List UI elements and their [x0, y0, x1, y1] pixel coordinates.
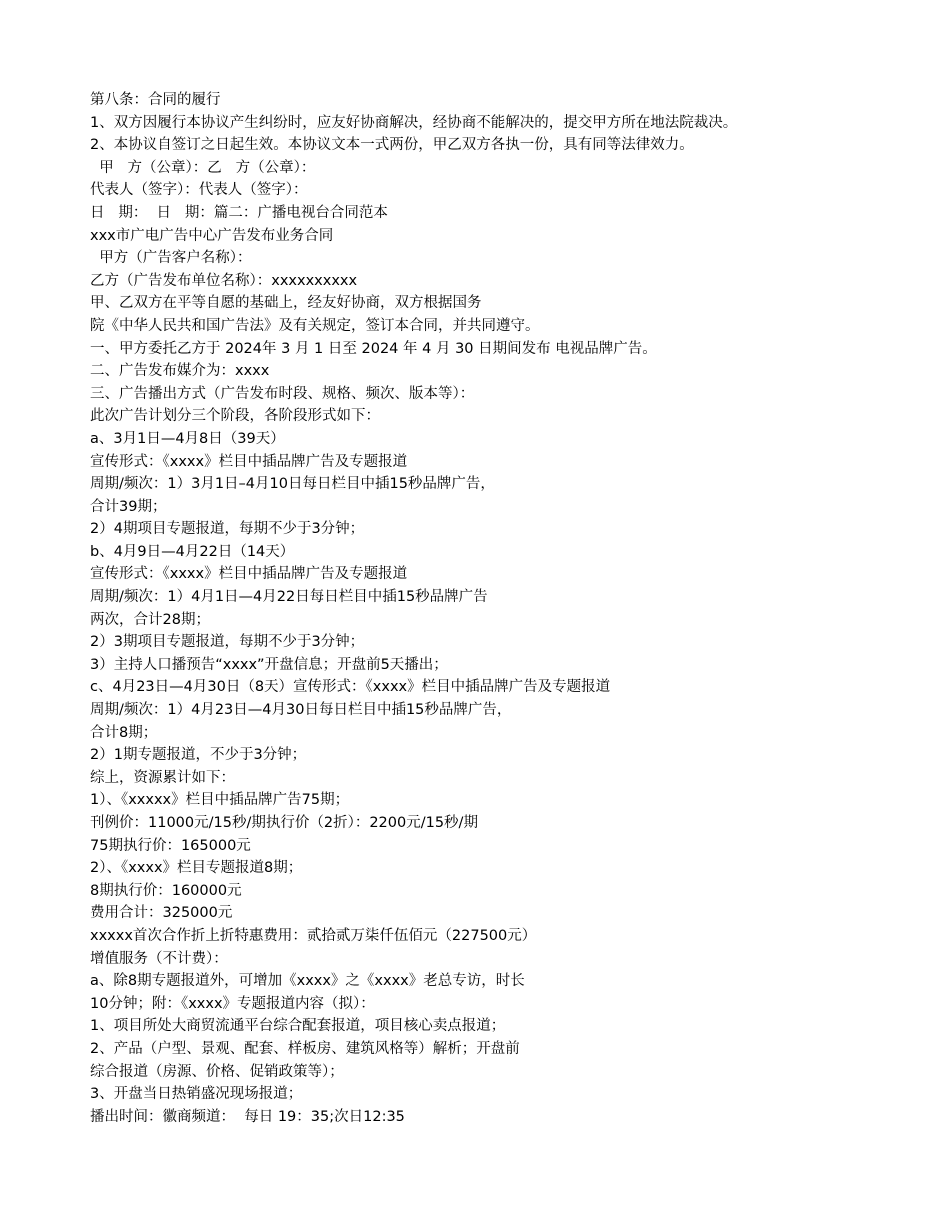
text-line: 一、甲方委托乙方于 2024年 3 月 1 日至 2024 年 4 月 30 日期间发布 电视品牌广告。	[90, 340, 657, 357]
text-line: 刊例价：11000元/15秒/期执行价（2折）：2200元/15秒/期	[90, 815, 478, 831]
text-line: 2）4期项目专题报道，每期不少于3分钟；	[90, 521, 365, 538]
text-line: 三、广告播出方式（广告发布时段、规格、频次、版本等）：	[90, 385, 475, 402]
text-line: 宣传形式：《xxxx》栏目中插品牌广告及专题报道	[90, 453, 408, 470]
text-line: 合计39期；	[90, 498, 167, 515]
text-line: c、4月23日—4月30日（8天）宣传形式：《xxxx》栏目中插品牌广告及专题报道	[90, 679, 611, 696]
text-line: 3）主持人口播预告“xxxx”开盘信息；开盘前5天播出；	[90, 656, 448, 673]
text-line: 3、开盘当日热销盛况现场报道；	[90, 1086, 303, 1103]
text-line: 综合报道（房源、价格、促销政策等）；	[90, 1063, 344, 1080]
text-line: 播出时间：徽商频道： 每日 19：35;次日12:35	[90, 1108, 405, 1125]
text-line: a、3月1日—4月8日（39天）	[90, 430, 285, 447]
text-line: 2、产品（户型、景观、配套、样板房、建筑风格等）解析；开盘前	[90, 1040, 520, 1057]
text-line: 增值服务（不计费）：	[90, 950, 228, 967]
text-line: 综上，资源累计如下：	[90, 769, 235, 786]
text-line: 1）、《xxxxx》栏目中插品牌广告75期；	[90, 792, 350, 809]
text-line: 甲 方（公章）：乙 方（公章）：	[90, 159, 316, 176]
text-line: 甲、乙双方在平等自愿的基础上，经友好协商，双方根据国务	[90, 295, 482, 312]
text-line: 乙方（广告发布单位名称）：xxxxxxxxxx	[90, 272, 358, 289]
document-body	[90, 89, 930, 1128]
text-line: 10分钟；附：《xxxx》专题报道内容（拟）：	[90, 995, 375, 1012]
text-line: 75期执行价：165000元	[90, 837, 251, 854]
text-line: b、4月9日—4月22日（14天）	[90, 543, 295, 560]
text-line: 2、本协议自签订之日起生效。本协议文本一式两份，甲乙双方各执一份，具有同等法律效力。	[90, 137, 694, 154]
text-line: 第八条：合同的履行	[90, 92, 221, 108]
text-line: 此次广告计划分三个阶段，各阶段形式如下：	[90, 408, 380, 425]
text-line: 周期/频次：1）4月23日—4月30日每日栏目中插15秒品牌广告，	[90, 702, 512, 719]
text-line: 周期/频次：1）4月1日—4月22日每日栏目中插15秒品牌广告	[90, 589, 488, 606]
text-line: 1、双方因履行本协议产生纠纷时，应友好协商解决，经协商不能解决的，提交甲方所在地法院裁决。	[90, 114, 738, 131]
text-line: 代表人（签字）：代表人（签字）：	[90, 182, 308, 199]
text-line: 2）、《xxxx》栏目专题报道8期；	[90, 860, 303, 877]
text-line: 宣传形式：《xxxx》栏目中插品牌广告及专题报道	[90, 566, 408, 583]
text-line: 二、广告发布媒介为：xxxx	[90, 363, 270, 380]
text-line: 2）1期专题报道，不少于3分钟；	[90, 747, 307, 764]
text-line: 周期/频次：1）3月1日–4月10日每日栏目中插15秒品牌广告，	[90, 476, 495, 493]
text-line: 费用合计：325000元	[90, 905, 233, 922]
text-line: 甲方（广告客户名称）：	[90, 250, 252, 267]
text-line: a、除8期专题报道外，可增加《xxxx》之《xxxx》老总专访，时长	[90, 973, 525, 990]
text-line: 1、项目所处大商贸流通平台综合配套报道，项目核心卖点报道；	[90, 1018, 506, 1035]
text-line: 2）3期项目专题报道，每期不少于3分钟；	[90, 634, 365, 651]
text-line: xxx市广电广告中心广告发布业务合同	[90, 227, 334, 244]
text-line: 院《中华人民共和国广告法》及有关规定，签订本合同，并共同遵守。	[90, 317, 540, 334]
text-line: 日 期： 日 期：篇二：广播电视台合同范本	[90, 204, 388, 221]
text-line: 两次，合计28期；	[90, 611, 210, 628]
text-line: 合计8期；	[90, 724, 158, 741]
text-line: 8期执行价：160000元	[90, 882, 242, 899]
text-line: xxxxx首次合作折上折特惠费用：贰拾贰万柒仟伍佰元（227500元）	[90, 927, 537, 944]
